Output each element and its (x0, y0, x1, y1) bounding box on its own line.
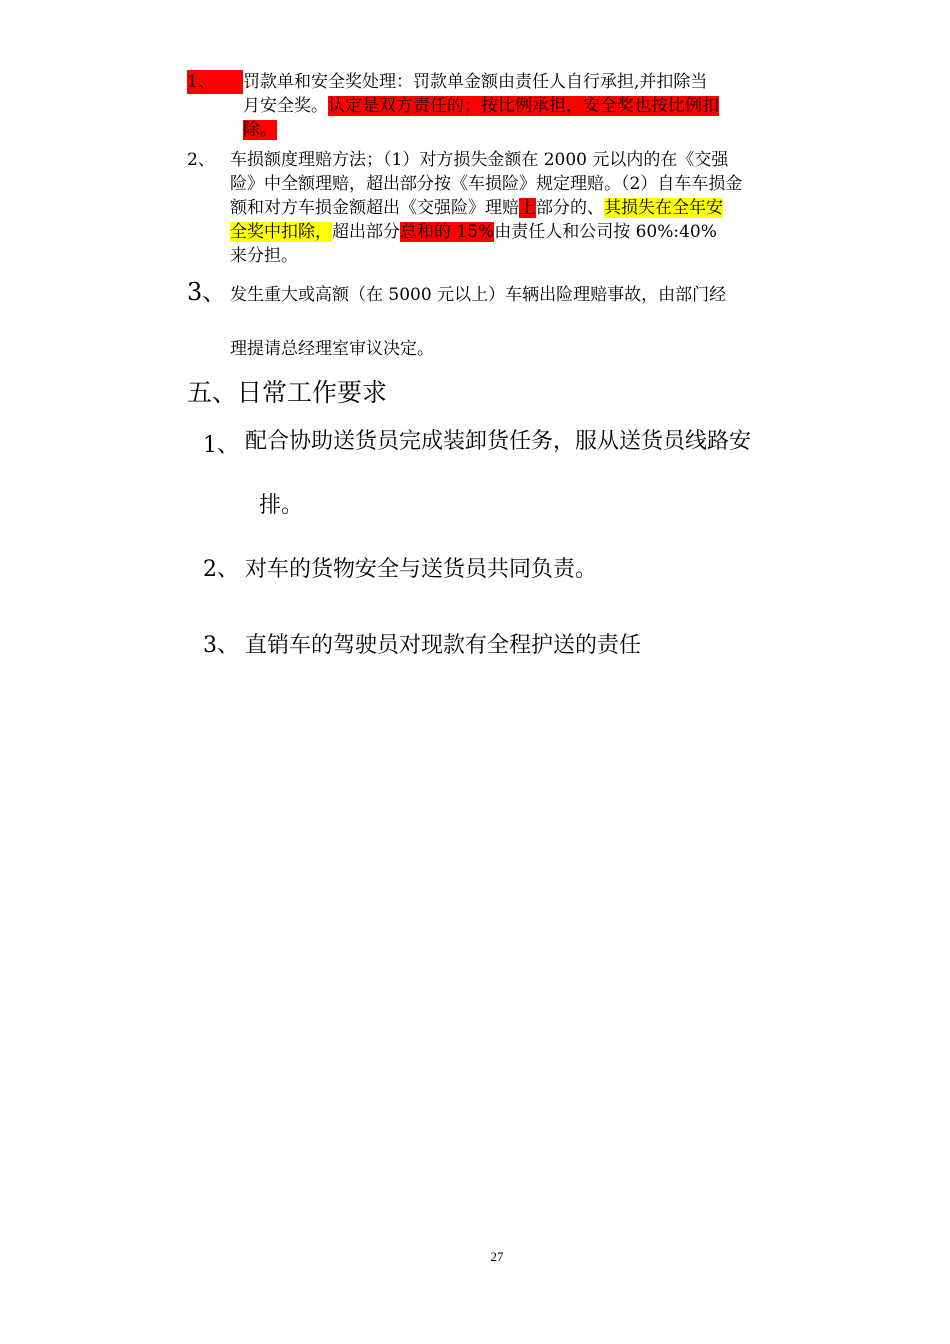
text-line: 配合协助送货员完成装卸货任务，服从送货员线路安 (245, 429, 752, 454)
text-line: 险》中全额理赔，超出部分按《车损险》规定理赔。（2）自车车损金 (230, 174, 743, 194)
list-item-damage-claims (187, 148, 809, 272)
text-line: 排。 (259, 493, 304, 518)
text-run: 由责任人和公司按 60%:40% (494, 222, 717, 242)
yellow-highlight-text: 其损失在全年安 (604, 198, 723, 218)
list-number: 1、 (203, 433, 239, 458)
yellow-highlight-text: 全奖中扣除， (230, 222, 332, 242)
red-highlight-text: 总和的 15% (400, 222, 495, 242)
list-item-text: 对车的货物安全与送货员共同负责。 (245, 557, 598, 582)
list-number: 2、 (203, 557, 239, 582)
list-item-text: 直销车的驾驶员对现款有全程护送的责任 (245, 633, 642, 658)
text-run: 部分的、 (536, 198, 604, 218)
red-highlight-text: 除。 (243, 120, 277, 140)
text-run: 月安全奖。 (243, 96, 328, 116)
list-item-fines (187, 70, 809, 144)
list-item-text (230, 148, 809, 268)
list-item-text (243, 70, 809, 142)
page-number: 27 (490, 1249, 504, 1264)
text-line: 车损额度理赔方法；（1）对方损失金额在 2000 元以内的在《交强 (230, 150, 729, 170)
list-number: 2、 (187, 150, 215, 170)
highlighted-number: 1、 (187, 70, 243, 94)
text-line: 罚款单和安全奖处理：罚款单金额由责任人自行承担,并扣除当 (243, 72, 708, 92)
red-highlight-text: 上 (519, 198, 536, 218)
list-item-major-accidents (187, 278, 809, 362)
list-number (187, 70, 243, 94)
list-number: 3、 (187, 278, 227, 306)
section-heading: 五、日常工作要求 (187, 378, 388, 407)
list-item-text (230, 268, 809, 376)
text-line (243, 118, 809, 142)
text-line (230, 220, 809, 244)
list-item-text (245, 410, 813, 538)
text-run: 超出部分 (332, 222, 400, 242)
text-line (243, 94, 809, 118)
red-highlight-text: 认定是双方责任的；按比例承担，安全奖也按比例扣 (328, 96, 719, 116)
text-run: 额和对方车损金额超出《交强险》理赔 (230, 198, 519, 218)
text-line: 理提请总经理室审议决定。 (230, 339, 434, 359)
text-line (230, 196, 809, 220)
list-number: 3、 (203, 633, 239, 658)
text-line: 发生重大或高额（在 5000 元以上）车辆出险理赔事故，由部门经 (230, 285, 727, 305)
text-line: 来分担。 (230, 246, 298, 266)
